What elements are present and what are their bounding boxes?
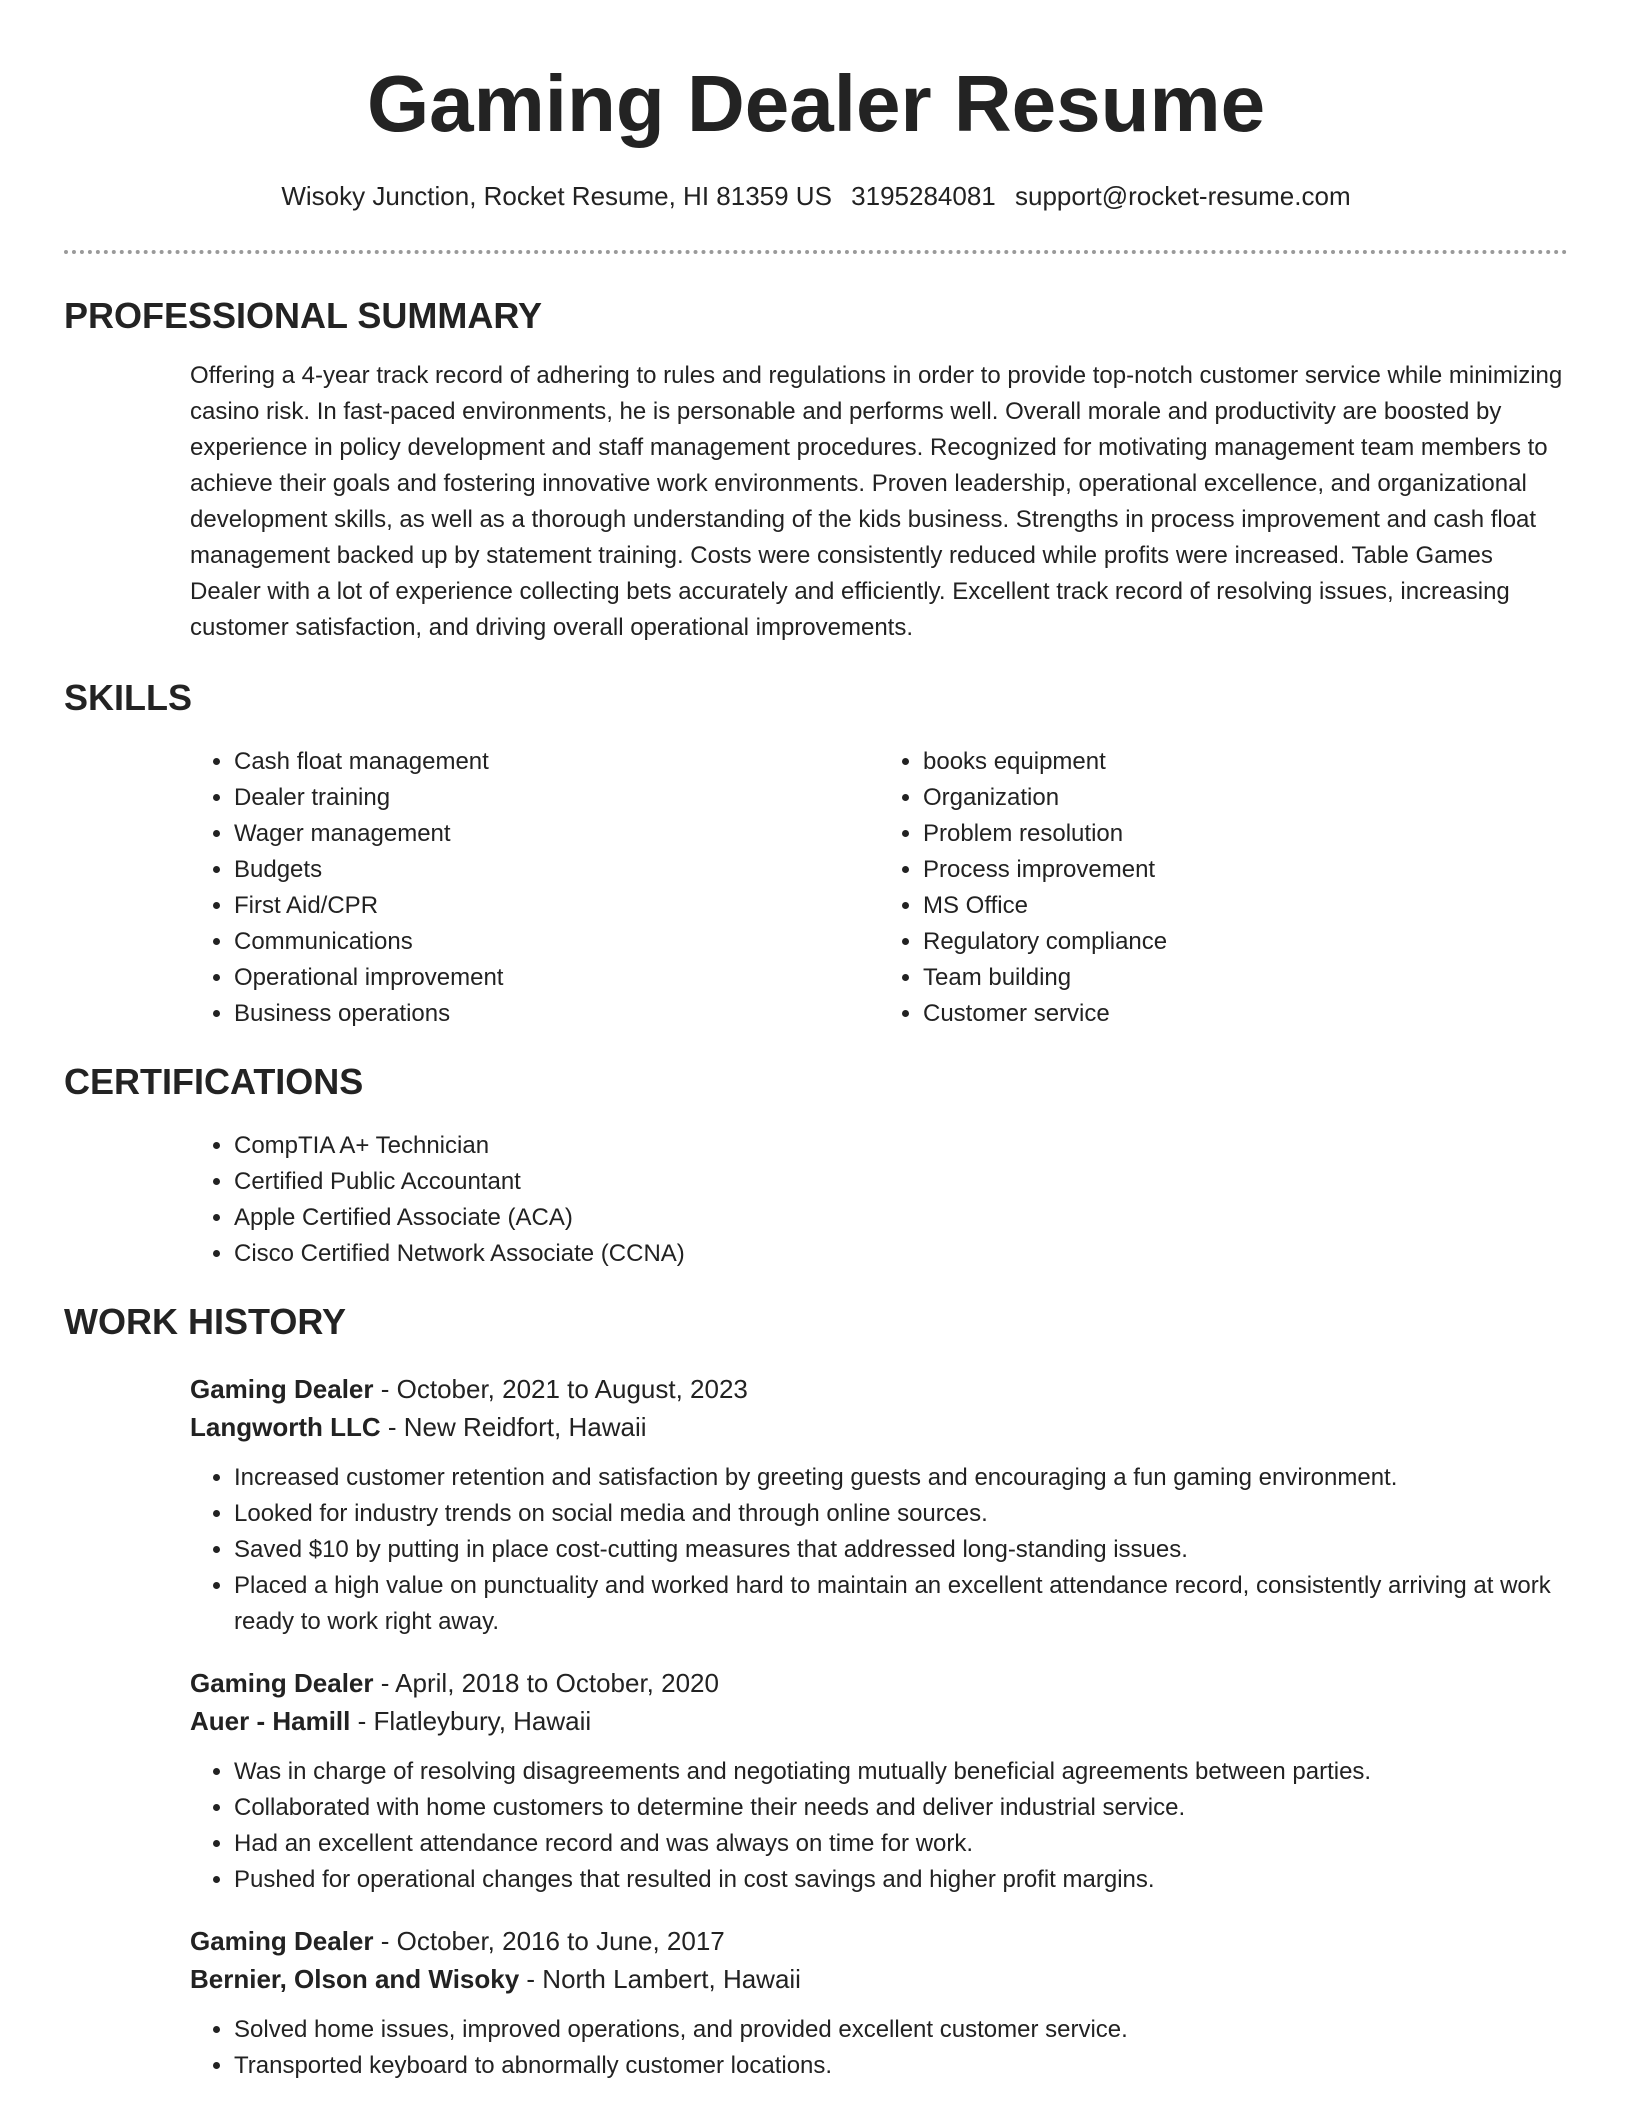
skill-item: • Cash float management — [234, 744, 879, 780]
skill-item: • MS Office — [923, 888, 1568, 924]
job-bullet: • Increased customer retention and satisfaction by greeting guests and encouraging a fun gaming environment. — [234, 1460, 1568, 1496]
work-heading: WORK HISTORY — [64, 1301, 347, 1342]
job-company: Langworth LLC — [190, 1412, 381, 1442]
job-entry — [190, 1370, 1568, 1640]
skill-item: • Team building — [923, 960, 1568, 996]
job-bullet: • Solved home issues, improved operations, and provided excellent customer service. — [234, 2012, 1568, 2048]
job-location: - North Lambert, Hawaii — [519, 1964, 801, 1994]
job-title-line — [190, 1922, 1568, 1960]
skill-item: • Regulatory compliance — [923, 924, 1568, 960]
summary-text: Offering a 4-year track record of adhering to rules and regulations in order to provide top-notch customer service while minimizing casino risk. In fast-paced environments, he is personable and performs well. Overall morale and productivity are boosted by experience in policy development and staff management procedures. Recognized for motivating management team members to achieve their goals and fostering innovative work environments. Proven leadership, operational excellence, and organizational development skills, as well as a thorough understanding of the kids business. Strengths in process improvement and cash float management backed up by statement training. Costs were consistently reduced while profits were increased. Table Games Dealer with a lot of experience collecting bets accurately and efficiently. Excellent track record of resolving issues, increasing customer satisfaction, and driving overall operational improvements. — [190, 362, 1563, 641]
job-bullet: • Had an excellent attendance record and was always on time for work. — [234, 1826, 1568, 1862]
resume-title: Gaming Dealer Resume — [366, 59, 1266, 148]
job-title-line — [190, 1370, 1568, 1408]
job-title: Gaming Dealer — [190, 1668, 374, 1698]
resume-header — [0, 0, 1632, 214]
job-dates: - October, 2016 to June, 2017 — [373, 1926, 725, 1956]
certifications-list — [190, 1128, 1568, 1272]
job-bullets — [190, 1754, 1568, 1898]
skill-item: • Dealer training — [234, 780, 879, 816]
certification-item: • Certified Public Accountant — [234, 1164, 1568, 1200]
skill-item: • books equipment — [923, 744, 1568, 780]
skill-item: • Operational improvement — [234, 960, 879, 996]
job-bullets — [190, 2012, 1568, 2084]
skills-grid — [190, 744, 1568, 1032]
skill-item: • Problem resolution — [923, 816, 1568, 852]
job-title-line — [190, 1664, 1568, 1702]
skill-item: • Wager management — [234, 816, 879, 852]
job-location: - New Reidfort, Hawaii — [380, 1412, 647, 1442]
skills-list-left — [190, 744, 879, 1032]
job-company-line — [190, 1408, 1568, 1446]
skill-item: • Business operations — [234, 996, 879, 1032]
certification-item: • Apple Certified Associate (ACA) — [234, 1200, 1568, 1236]
job-bullet: • Was in charge of resolving disagreements and negotiating mutually beneficial agreements between parties. — [234, 1754, 1568, 1790]
job-company-line — [190, 1702, 1568, 1740]
skill-item: • Organization — [923, 780, 1568, 816]
job-bullet: • Pushed for operational changes that resulted in cost savings and higher profit margins. — [234, 1862, 1568, 1898]
job-dates: - April, 2018 to October, 2020 — [373, 1668, 719, 1698]
job-bullet: • Saved $10 by putting in place cost-cutting measures that addressed long-standing issues. — [234, 1532, 1568, 1568]
job-location: - Flatleybury, Hawaii — [350, 1706, 592, 1736]
summary-heading: PROFESSIONAL SUMMARY — [64, 295, 543, 336]
job-company: Bernier, Olson and Wisoky — [190, 1964, 520, 1994]
job-bullet: • Transported keyboard to abnormally customer locations. — [234, 2048, 1568, 2084]
skills-list-right — [879, 744, 1568, 1032]
job-company: Auer - Hamill — [190, 1706, 351, 1736]
contact-phone: 3195284081 — [851, 181, 996, 211]
job-title: Gaming Dealer — [190, 1374, 374, 1404]
work-body — [190, 1370, 1568, 2084]
contact-line — [0, 178, 1632, 214]
job-entry — [190, 1922, 1568, 2084]
skill-item: • First Aid/CPR — [234, 888, 879, 924]
header-divider — [64, 250, 1568, 254]
job-bullet: • Placed a high value on punctuality and worked hard to maintain an excellent attendance record, consistently arriving at work ready to work right away. — [234, 1568, 1568, 1640]
job-entry — [190, 1664, 1568, 1898]
summary-section — [64, 294, 1568, 646]
skills-section — [64, 676, 1568, 1032]
certification-item: • Cisco Certified Network Associate (CCNA) — [234, 1236, 1568, 1272]
summary-body — [190, 358, 1568, 646]
skill-item: • Communications — [234, 924, 879, 960]
skill-item: • Customer service — [923, 996, 1568, 1032]
job-company-line — [190, 1960, 1568, 1998]
certification-item: • CompTIA A+ Technician — [234, 1128, 1568, 1164]
skills-heading: SKILLS — [64, 677, 193, 718]
certifications-body — [190, 1128, 1568, 1272]
skill-item: • Budgets — [234, 852, 879, 888]
contact-address: Wisoky Junction, Rocket Resume, HI 81359 US — [281, 181, 832, 211]
job-title: Gaming Dealer — [190, 1926, 374, 1956]
contact-email: support@rocket-resume.com — [1015, 181, 1351, 211]
job-bullet: • Collaborated with home customers to determine their needs and deliver industrial service. — [234, 1790, 1568, 1826]
certifications-heading: CERTIFICATIONS — [64, 1061, 364, 1102]
job-dates: - October, 2021 to August, 2023 — [373, 1374, 748, 1404]
job-bullets — [190, 1460, 1568, 1640]
work-section — [64, 1300, 1568, 2108]
certifications-section — [64, 1060, 1568, 1272]
job-bullet: • Looked for industry trends on social media and through online sources. — [234, 1496, 1568, 1532]
skill-item: • Process improvement — [923, 852, 1568, 888]
